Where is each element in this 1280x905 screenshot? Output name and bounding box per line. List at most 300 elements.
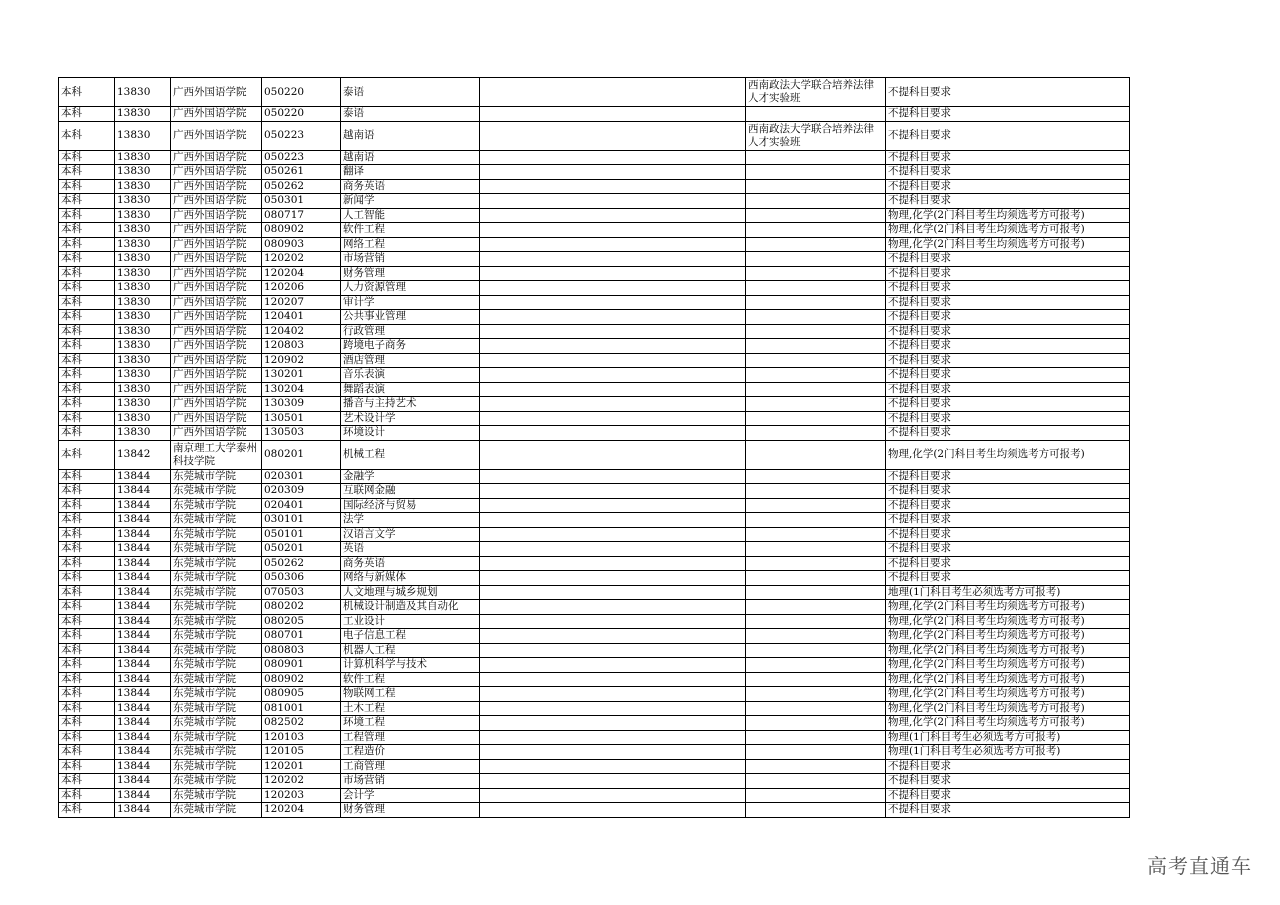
- level-cell: 本科: [59, 223, 115, 238]
- major-code-cell: 120402: [262, 324, 341, 339]
- major-name-cell: 新闻学: [341, 194, 480, 209]
- level-cell: 本科: [59, 730, 115, 745]
- note-cell: [480, 368, 746, 383]
- major-code-cell: 080205: [262, 614, 341, 629]
- program-cell: [746, 179, 886, 194]
- major-code-cell: 130501: [262, 411, 341, 426]
- program-cell: [746, 716, 886, 731]
- major-name-cell: 电子信息工程: [341, 629, 480, 644]
- level-cell: 本科: [59, 484, 115, 499]
- table-row: [59, 368, 1130, 383]
- school-name-cell: 东莞城市学院: [171, 556, 262, 571]
- major-name-cell: 环境设计: [341, 426, 480, 441]
- major-name-cell: 法学: [341, 513, 480, 528]
- level-cell: 本科: [59, 266, 115, 281]
- major-code-cell: 120902: [262, 353, 341, 368]
- table-row: [59, 513, 1130, 528]
- subject-requirement-cell: 不提科目要求: [886, 469, 1130, 484]
- level-cell: 本科: [59, 643, 115, 658]
- major-name-cell: 软件工程: [341, 223, 480, 238]
- level-cell: 本科: [59, 788, 115, 803]
- school-code-cell: 13830: [115, 339, 171, 354]
- note-cell: [480, 281, 746, 296]
- major-name-cell: 跨境电子商务: [341, 339, 480, 354]
- table-row: [59, 426, 1130, 441]
- table-row: [59, 397, 1130, 412]
- subject-requirement-cell: 物理,化学(2门科目考生均须选考方可报考): [886, 629, 1130, 644]
- major-name-cell: 机器人工程: [341, 643, 480, 658]
- level-cell: 本科: [59, 600, 115, 615]
- school-name-cell: 东莞城市学院: [171, 527, 262, 542]
- school-name-cell: 东莞城市学院: [171, 484, 262, 499]
- school-name-cell: 东莞城市学院: [171, 542, 262, 557]
- school-name-cell: 东莞城市学院: [171, 745, 262, 760]
- program-cell: [746, 382, 886, 397]
- program-cell: [746, 165, 886, 180]
- table-row: [59, 382, 1130, 397]
- subject-requirement-cell: 不提科目要求: [886, 411, 1130, 426]
- school-code-cell: 13844: [115, 585, 171, 600]
- major-code-cell: 130201: [262, 368, 341, 383]
- note-cell: [480, 730, 746, 745]
- note-cell: [480, 498, 746, 513]
- school-name-cell: 广西外国语学院: [171, 324, 262, 339]
- school-name-cell: 东莞城市学院: [171, 759, 262, 774]
- school-name-cell: 广西外国语学院: [171, 397, 262, 412]
- school-code-cell: 13844: [115, 730, 171, 745]
- major-code-cell: 120206: [262, 281, 341, 296]
- note-cell: [480, 310, 746, 325]
- table-row: [59, 295, 1130, 310]
- major-code-cell: 081001: [262, 701, 341, 716]
- subject-requirement-cell: 不提科目要求: [886, 339, 1130, 354]
- school-name-cell: 广西外国语学院: [171, 121, 262, 150]
- major-name-cell: 越南语: [341, 150, 480, 165]
- program-cell: [746, 194, 886, 209]
- program-cell: [746, 556, 886, 571]
- major-name-cell: 互联网金融: [341, 484, 480, 499]
- school-code-cell: 13844: [115, 774, 171, 789]
- level-cell: 本科: [59, 498, 115, 513]
- major-name-cell: 网络与新媒体: [341, 571, 480, 586]
- note-cell: [480, 237, 746, 252]
- major-code-cell: 120202: [262, 774, 341, 789]
- school-code-cell: 13830: [115, 266, 171, 281]
- table-row: [59, 179, 1130, 194]
- school-name-cell: 广西外国语学院: [171, 179, 262, 194]
- subject-requirement-cell: 不提科目要求: [886, 165, 1130, 180]
- school-code-cell: 13844: [115, 803, 171, 818]
- subject-requirement-cell: 不提科目要求: [886, 179, 1130, 194]
- note-cell: [480, 774, 746, 789]
- school-code-cell: 13830: [115, 179, 171, 194]
- subject-requirement-cell: 物理,化学(2门科目考生均须选考方可报考): [886, 658, 1130, 673]
- program-cell: [746, 440, 886, 469]
- subject-requirement-cell: 不提科目要求: [886, 527, 1130, 542]
- level-cell: 本科: [59, 324, 115, 339]
- program-cell: [746, 571, 886, 586]
- major-code-cell: 050201: [262, 542, 341, 557]
- major-name-cell: 商务英语: [341, 556, 480, 571]
- program-cell: [746, 411, 886, 426]
- subject-requirement-cell: 不提科目要求: [886, 498, 1130, 513]
- note-cell: [480, 223, 746, 238]
- table-row: [59, 469, 1130, 484]
- level-cell: 本科: [59, 382, 115, 397]
- major-code-cell: 080701: [262, 629, 341, 644]
- program-cell: [746, 237, 886, 252]
- school-code-cell: 13830: [115, 78, 171, 107]
- major-name-cell: 人文地理与城乡规划: [341, 585, 480, 600]
- level-cell: 本科: [59, 397, 115, 412]
- major-name-cell: 越南语: [341, 121, 480, 150]
- program-cell: [746, 107, 886, 122]
- school-name-cell: 广西外国语学院: [171, 107, 262, 122]
- table-row: [59, 281, 1130, 296]
- subject-requirement-cell: 物理(1门科目考生必须选考方可报考): [886, 745, 1130, 760]
- subject-requirement-cell: 不提科目要求: [886, 513, 1130, 528]
- major-name-cell: 泰语: [341, 78, 480, 107]
- school-code-cell: 13830: [115, 223, 171, 238]
- table-row: [59, 803, 1130, 818]
- level-cell: 本科: [59, 716, 115, 731]
- major-name-cell: 土木工程: [341, 701, 480, 716]
- table-row: [59, 788, 1130, 803]
- major-code-cell: 130309: [262, 397, 341, 412]
- major-name-cell: 机械工程: [341, 440, 480, 469]
- level-cell: 本科: [59, 107, 115, 122]
- program-cell: [746, 150, 886, 165]
- table-row: [59, 672, 1130, 687]
- major-name-cell: 金融学: [341, 469, 480, 484]
- major-name-cell: 翻译: [341, 165, 480, 180]
- subject-requirement-cell: 物理,化学(2门科目考生均须选考方可报考): [886, 600, 1130, 615]
- level-cell: 本科: [59, 121, 115, 150]
- table-row: [59, 484, 1130, 499]
- subject-requirement-cell: 不提科目要求: [886, 803, 1130, 818]
- program-cell: [746, 730, 886, 745]
- major-name-cell: 会计学: [341, 788, 480, 803]
- program-cell: [746, 614, 886, 629]
- table-row: [59, 266, 1130, 281]
- subject-requirement-cell: 地理(1门科目考生必须选考方可报考): [886, 585, 1130, 600]
- level-cell: 本科: [59, 774, 115, 789]
- level-cell: 本科: [59, 803, 115, 818]
- table-row: [59, 701, 1130, 716]
- school-code-cell: 13844: [115, 600, 171, 615]
- major-name-cell: 审计学: [341, 295, 480, 310]
- program-cell: [746, 310, 886, 325]
- table-row: [59, 759, 1130, 774]
- program-cell: [746, 672, 886, 687]
- program-cell: [746, 527, 886, 542]
- note-cell: [480, 150, 746, 165]
- program-cell: [746, 208, 886, 223]
- school-code-cell: 13830: [115, 382, 171, 397]
- subject-requirement-cell: 物理(1门科目考生必须选考方可报考): [886, 730, 1130, 745]
- major-code-cell: 070503: [262, 585, 341, 600]
- school-name-cell: 广西外国语学院: [171, 194, 262, 209]
- subject-requirement-cell: 不提科目要求: [886, 382, 1130, 397]
- table-row: [59, 165, 1130, 180]
- school-name-cell: 东莞城市学院: [171, 513, 262, 528]
- table-row: [59, 730, 1130, 745]
- school-code-cell: 13830: [115, 324, 171, 339]
- note-cell: [480, 397, 746, 412]
- level-cell: 本科: [59, 759, 115, 774]
- major-code-cell: 080902: [262, 223, 341, 238]
- note-cell: [480, 513, 746, 528]
- school-name-cell: 东莞城市学院: [171, 658, 262, 673]
- program-cell: [746, 295, 886, 310]
- subject-requirement-cell: 不提科目要求: [886, 542, 1130, 557]
- note-cell: [480, 208, 746, 223]
- table-row: [59, 585, 1130, 600]
- major-code-cell: 130204: [262, 382, 341, 397]
- table-row: [59, 194, 1130, 209]
- program-cell: [746, 600, 886, 615]
- subject-requirement-cell: 不提科目要求: [886, 194, 1130, 209]
- subject-requirement-cell: 物理,化学(2门科目考生均须选考方可报考): [886, 701, 1130, 716]
- school-name-cell: 广西外国语学院: [171, 281, 262, 296]
- level-cell: 本科: [59, 194, 115, 209]
- major-code-cell: 120105: [262, 745, 341, 760]
- program-cell: [746, 687, 886, 702]
- level-cell: 本科: [59, 672, 115, 687]
- program-cell: [746, 426, 886, 441]
- note-cell: [480, 571, 746, 586]
- school-code-cell: 13844: [115, 542, 171, 557]
- program-cell: [746, 223, 886, 238]
- major-code-cell: 020401: [262, 498, 341, 513]
- major-code-cell: 050262: [262, 556, 341, 571]
- school-code-cell: 13844: [115, 788, 171, 803]
- subject-requirement-cell: 不提科目要求: [886, 774, 1130, 789]
- school-name-cell: 东莞城市学院: [171, 469, 262, 484]
- note-cell: [480, 121, 746, 150]
- major-code-cell: 050223: [262, 121, 341, 150]
- table-row: [59, 411, 1130, 426]
- school-code-cell: 13844: [115, 629, 171, 644]
- subject-requirement-cell: 不提科目要求: [886, 324, 1130, 339]
- major-name-cell: 音乐表演: [341, 368, 480, 383]
- program-cell: [746, 585, 886, 600]
- program-cell: 西南政法大学联合培养法律人才实验班: [746, 78, 886, 107]
- note-cell: [480, 672, 746, 687]
- subject-requirement-cell: 不提科目要求: [886, 353, 1130, 368]
- table-row: [59, 150, 1130, 165]
- level-cell: 本科: [59, 571, 115, 586]
- program-cell: [746, 266, 886, 281]
- table-row: [59, 774, 1130, 789]
- school-code-cell: 13830: [115, 252, 171, 267]
- level-cell: 本科: [59, 556, 115, 571]
- major-code-cell: 120201: [262, 759, 341, 774]
- school-name-cell: 广西外国语学院: [171, 237, 262, 252]
- level-cell: 本科: [59, 629, 115, 644]
- school-name-cell: 东莞城市学院: [171, 730, 262, 745]
- school-name-cell: 广西外国语学院: [171, 353, 262, 368]
- level-cell: 本科: [59, 353, 115, 368]
- note-cell: [480, 295, 746, 310]
- level-cell: 本科: [59, 411, 115, 426]
- program-cell: [746, 542, 886, 557]
- subject-requirement-cell: 不提科目要求: [886, 295, 1130, 310]
- school-code-cell: 13844: [115, 716, 171, 731]
- major-name-cell: 环境工程: [341, 716, 480, 731]
- major-name-cell: 酒店管理: [341, 353, 480, 368]
- school-code-cell: 13830: [115, 295, 171, 310]
- table-row: [59, 223, 1130, 238]
- level-cell: 本科: [59, 527, 115, 542]
- major-code-cell: 020309: [262, 484, 341, 499]
- subject-requirement-cell: 不提科目要求: [886, 484, 1130, 499]
- major-code-cell: 120204: [262, 803, 341, 818]
- school-name-cell: 广西外国语学院: [171, 382, 262, 397]
- note-cell: [480, 107, 746, 122]
- level-cell: 本科: [59, 585, 115, 600]
- program-cell: [746, 368, 886, 383]
- level-cell: 本科: [59, 542, 115, 557]
- major-code-cell: 120803: [262, 339, 341, 354]
- school-code-cell: 13830: [115, 165, 171, 180]
- school-name-cell: 广西外国语学院: [171, 208, 262, 223]
- table-row: [59, 121, 1130, 150]
- table-row: [59, 556, 1130, 571]
- admission-table: [58, 77, 1130, 818]
- subject-requirement-cell: 不提科目要求: [886, 571, 1130, 586]
- note-cell: [480, 266, 746, 281]
- major-code-cell: 050101: [262, 527, 341, 542]
- school-code-cell: 13844: [115, 672, 171, 687]
- level-cell: 本科: [59, 687, 115, 702]
- program-cell: [746, 281, 886, 296]
- level-cell: 本科: [59, 426, 115, 441]
- note-cell: [480, 78, 746, 107]
- major-name-cell: 人工智能: [341, 208, 480, 223]
- major-code-cell: 120202: [262, 252, 341, 267]
- school-code-cell: 13844: [115, 643, 171, 658]
- note-cell: [480, 803, 746, 818]
- major-code-cell: 080803: [262, 643, 341, 658]
- subject-requirement-cell: 物理,化学(2门科目考生均须选考方可报考): [886, 716, 1130, 731]
- program-cell: 西南政法大学联合培养法律人才实验班: [746, 121, 886, 150]
- note-cell: [480, 324, 746, 339]
- school-code-cell: 13844: [115, 469, 171, 484]
- major-code-cell: 050220: [262, 107, 341, 122]
- major-code-cell: 080903: [262, 237, 341, 252]
- table-row: [59, 614, 1130, 629]
- level-cell: 本科: [59, 150, 115, 165]
- major-name-cell: 工商管理: [341, 759, 480, 774]
- major-code-cell: 050223: [262, 150, 341, 165]
- level-cell: 本科: [59, 368, 115, 383]
- table-row: [59, 208, 1130, 223]
- program-cell: [746, 658, 886, 673]
- major-name-cell: 机械设计制造及其自动化: [341, 600, 480, 615]
- subject-requirement-cell: 不提科目要求: [886, 78, 1130, 107]
- major-code-cell: 080902: [262, 672, 341, 687]
- school-code-cell: 13830: [115, 150, 171, 165]
- table-row: [59, 527, 1130, 542]
- major-code-cell: 120203: [262, 788, 341, 803]
- school-name-cell: 东莞城市学院: [171, 498, 262, 513]
- program-cell: [746, 701, 886, 716]
- major-name-cell: 舞蹈表演: [341, 382, 480, 397]
- note-cell: [480, 658, 746, 673]
- table-row: [59, 571, 1130, 586]
- school-code-cell: 13844: [115, 556, 171, 571]
- program-cell: [746, 353, 886, 368]
- note-cell: [480, 484, 746, 499]
- note-cell: [480, 469, 746, 484]
- note-cell: [480, 382, 746, 397]
- school-name-cell: 东莞城市学院: [171, 716, 262, 731]
- table-row: [59, 687, 1130, 702]
- subject-requirement-cell: 不提科目要求: [886, 121, 1130, 150]
- subject-requirement-cell: 不提科目要求: [886, 310, 1130, 325]
- school-code-cell: 13844: [115, 498, 171, 513]
- major-code-cell: 120207: [262, 295, 341, 310]
- major-code-cell: 030101: [262, 513, 341, 528]
- note-cell: [480, 527, 746, 542]
- program-cell: [746, 788, 886, 803]
- school-name-cell: 东莞城市学院: [171, 701, 262, 716]
- note-cell: [480, 165, 746, 180]
- table-row: [59, 716, 1130, 731]
- school-name-cell: 东莞城市学院: [171, 803, 262, 818]
- school-name-cell: 广西外国语学院: [171, 150, 262, 165]
- school-code-cell: 13830: [115, 411, 171, 426]
- major-name-cell: 计算机科学与技术: [341, 658, 480, 673]
- school-code-cell: 13830: [115, 353, 171, 368]
- major-name-cell: 艺术设计学: [341, 411, 480, 426]
- subject-requirement-cell: 物理,化学(2门科目考生均须选考方可报考): [886, 223, 1130, 238]
- program-cell: [746, 498, 886, 513]
- school-code-cell: 13830: [115, 310, 171, 325]
- major-code-cell: 080202: [262, 600, 341, 615]
- subject-requirement-cell: 不提科目要求: [886, 759, 1130, 774]
- program-cell: [746, 469, 886, 484]
- level-cell: 本科: [59, 745, 115, 760]
- table-row: [59, 643, 1130, 658]
- school-name-cell: 东莞城市学院: [171, 585, 262, 600]
- school-name-cell: 东莞城市学院: [171, 600, 262, 615]
- school-name-cell: 广西外国语学院: [171, 310, 262, 325]
- program-cell: [746, 745, 886, 760]
- major-name-cell: 工程管理: [341, 730, 480, 745]
- subject-requirement-cell: 物理,化学(2门科目考生均须选考方可报考): [886, 208, 1130, 223]
- school-code-cell: 13830: [115, 107, 171, 122]
- level-cell: 本科: [59, 179, 115, 194]
- school-name-cell: 广西外国语学院: [171, 223, 262, 238]
- major-name-cell: 网络工程: [341, 237, 480, 252]
- major-name-cell: 财务管理: [341, 266, 480, 281]
- level-cell: 本科: [59, 165, 115, 180]
- program-cell: [746, 803, 886, 818]
- school-name-cell: 广西外国语学院: [171, 368, 262, 383]
- major-name-cell: 人力资源管理: [341, 281, 480, 296]
- note-cell: [480, 252, 746, 267]
- major-name-cell: 行政管理: [341, 324, 480, 339]
- major-name-cell: 汉语言文学: [341, 527, 480, 542]
- school-name-cell: 广西外国语学院: [171, 426, 262, 441]
- note-cell: [480, 556, 746, 571]
- level-cell: 本科: [59, 208, 115, 223]
- school-name-cell: 广西外国语学院: [171, 339, 262, 354]
- school-name-cell: 广西外国语学院: [171, 78, 262, 107]
- note-cell: [480, 585, 746, 600]
